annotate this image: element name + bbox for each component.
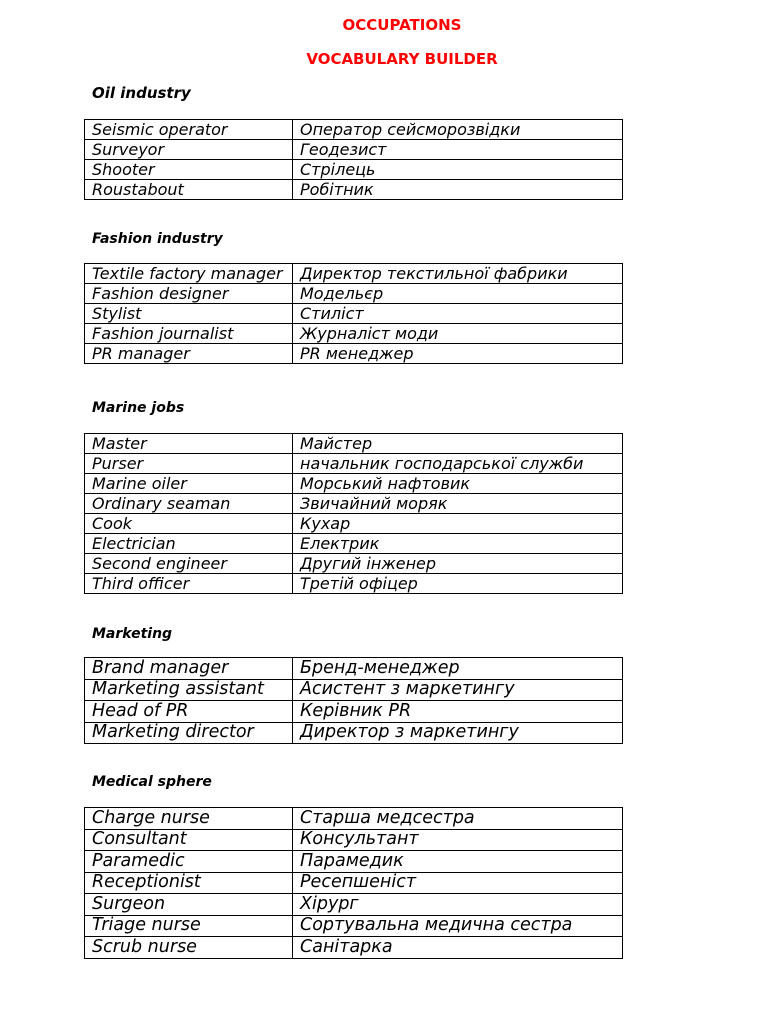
table-row (85, 160, 623, 180)
ukrainian-translation: Хірург (293, 894, 623, 916)
english-term: Scrub nurse (85, 937, 293, 959)
english-term: Electrician (85, 534, 293, 554)
vocab-table-oil-industry (84, 119, 623, 200)
table-row (85, 264, 623, 284)
english-term: Charge nurse (85, 808, 293, 830)
table-row (85, 140, 623, 160)
table-row (85, 722, 623, 744)
table-row (85, 534, 623, 554)
english-term: Marketing assistant (85, 679, 293, 701)
table-row (85, 120, 623, 140)
ukrainian-translation: Парамедик (293, 851, 623, 873)
english-term: Roustabout (85, 180, 293, 200)
vocab-table-marketing (84, 657, 623, 744)
table-row (85, 851, 623, 873)
vocab-table-medical-sphere (84, 807, 623, 959)
section-heading-marine-jobs: Marine jobs (92, 400, 185, 416)
ukrainian-translation: Оператор сейсморозвідки (293, 120, 623, 140)
table-row (85, 304, 623, 324)
ukrainian-translation: PR менеджер (293, 344, 623, 364)
english-term: Stylist (85, 304, 293, 324)
ukrainian-translation: Асистент з маркетингу (293, 679, 623, 701)
english-term: Receptionist (85, 872, 293, 894)
english-term: Surveyor (85, 140, 293, 160)
vocab-table-fashion-industry (84, 263, 623, 364)
table-row (85, 574, 623, 594)
ukrainian-translation: Старша медсестра (293, 808, 623, 830)
table-row (85, 344, 623, 364)
section-heading-medical-sphere: Medical sphere (92, 774, 212, 790)
table-row (85, 658, 623, 680)
table-row (85, 701, 623, 723)
english-term: Marine oiler (85, 474, 293, 494)
english-term: Textile factory manager (85, 264, 293, 284)
english-term: Brand manager (85, 658, 293, 680)
ukrainian-translation: Директор текстильної фабрики (293, 264, 623, 284)
ukrainian-translation: Санітарка (293, 937, 623, 959)
english-term: Cook (85, 514, 293, 534)
english-term: Second engineer (85, 554, 293, 574)
ukrainian-translation: Сортувальна медична сестра (293, 915, 623, 937)
ukrainian-translation: Геодезист (293, 140, 623, 160)
ukrainian-translation: Електрик (293, 534, 623, 554)
table-row (85, 808, 623, 830)
english-term: Surgeon (85, 894, 293, 916)
ukrainian-translation: Модельєр (293, 284, 623, 304)
english-term: Paramedic (85, 851, 293, 873)
table-row (85, 679, 623, 701)
english-term: Consultant (85, 829, 293, 851)
ukrainian-translation: Журналіст моди (293, 324, 623, 344)
table-row (85, 454, 623, 474)
english-term: Purser (85, 454, 293, 474)
english-term: PR manager (85, 344, 293, 364)
table-row (85, 434, 623, 454)
ukrainian-translation: Ресепшеніст (293, 872, 623, 894)
ukrainian-translation: начальник господарської служби (293, 454, 623, 474)
ukrainian-translation: Звичайний моряк (293, 494, 623, 514)
ukrainian-translation: Кухар (293, 514, 623, 534)
table-row (85, 514, 623, 534)
table-row (85, 324, 623, 344)
ukrainian-translation: Бренд-менеджер (293, 658, 623, 680)
table-row (85, 554, 623, 574)
page-title: OCCUPATIONS (342, 16, 462, 34)
table-row (85, 872, 623, 894)
table-row (85, 494, 623, 514)
page-subtitle: VOCABULARY BUILDER (306, 50, 498, 68)
table-row (85, 937, 623, 959)
table-row (85, 894, 623, 916)
english-term: Shooter (85, 160, 293, 180)
english-term: Head of PR (85, 701, 293, 723)
table-row (85, 915, 623, 937)
section-heading-oil-industry: Oil industry (92, 84, 191, 102)
ukrainian-translation: Морський нафтовик (293, 474, 623, 494)
table-row (85, 474, 623, 494)
english-term: Marketing director (85, 722, 293, 744)
english-term: Triage nurse (85, 915, 293, 937)
english-term: Ordinary seaman (85, 494, 293, 514)
vocab-table-marine-jobs (84, 433, 623, 594)
ukrainian-translation: Майстер (293, 434, 623, 454)
section-heading-fashion-industry: Fashion industry (92, 231, 223, 247)
english-term: Fashion designer (85, 284, 293, 304)
ukrainian-translation: Робітник (293, 180, 623, 200)
ukrainian-translation: Стиліст (293, 304, 623, 324)
ukrainian-translation: Стрілець (293, 160, 623, 180)
table-row (85, 284, 623, 304)
section-heading-marketing: Marketing (92, 626, 173, 642)
ukrainian-translation: Другий інженер (293, 554, 623, 574)
english-term: Master (85, 434, 293, 454)
english-term: Fashion journalist (85, 324, 293, 344)
english-term: Third officer (85, 574, 293, 594)
ukrainian-translation: Директор з маркетингу (293, 722, 623, 744)
english-term: Seismic operator (85, 120, 293, 140)
table-row (85, 180, 623, 200)
ukrainian-translation: Керівник PR (293, 701, 623, 723)
ukrainian-translation: Третій офіцер (293, 574, 623, 594)
ukrainian-translation: Консультант (293, 829, 623, 851)
table-row (85, 829, 623, 851)
